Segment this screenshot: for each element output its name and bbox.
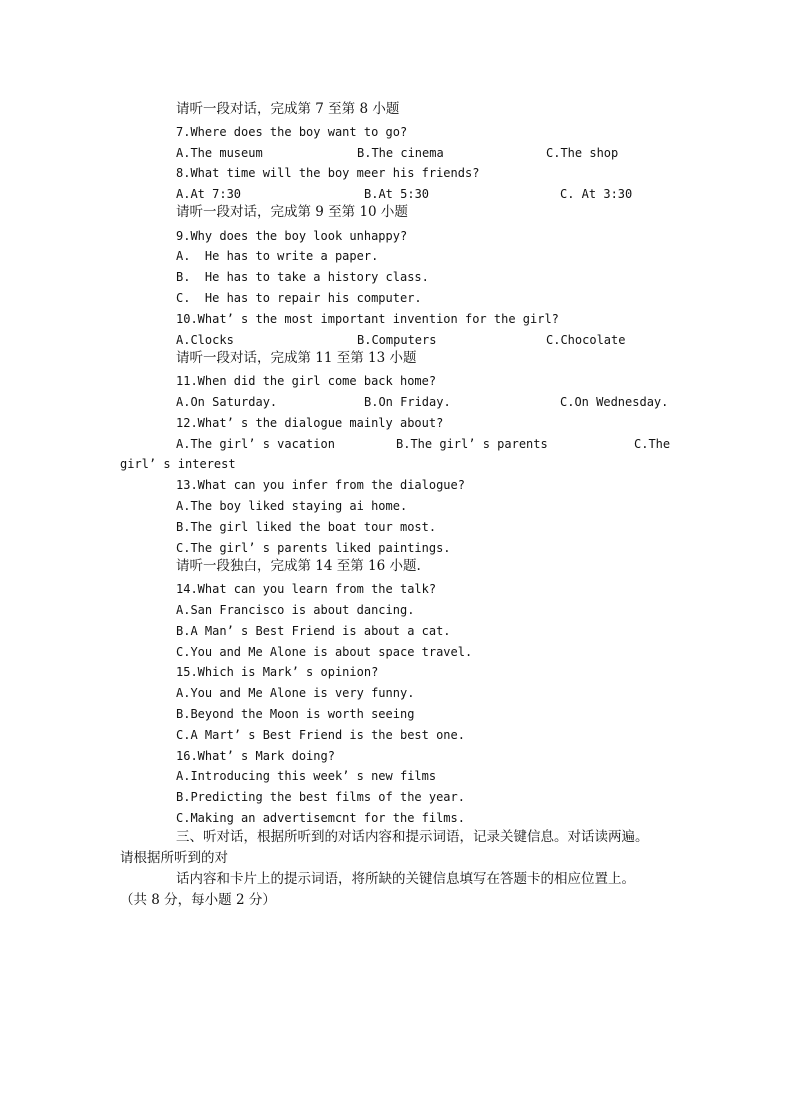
section-heading-14-16: 请听一段独白，完成第 14 至第 16 小题. — [176, 558, 421, 574]
part3-score-note: （共 8 分，每小题 2 分） — [120, 892, 276, 908]
option-15c: C.A Mart’ s Best Friend is the best one. — [176, 728, 465, 742]
option-9a: A. He has to write a paper. — [176, 249, 379, 263]
option-8b: B.At 5:30 — [364, 187, 430, 201]
question-13: 13.What can you infer from the dialogue? — [176, 478, 465, 492]
question-15: 15.Which is Mark’ s opinion? — [176, 665, 379, 679]
section-heading-11-13: 请听一段对话，完成第 11 至第 13 小题 — [176, 350, 417, 366]
option-16a: A.Introducing this week’ s new films — [176, 769, 437, 783]
option-13a: A.The boy liked staying ai home. — [176, 499, 408, 513]
option-8a: A.At 7:30 — [176, 187, 242, 201]
option-7a: A.The museum — [176, 146, 263, 160]
section-heading-9-10: 请听一段对话，完成第 9 至第 10 小题 — [176, 204, 408, 220]
question-12: 12.What’ s the dialogue mainly about? — [176, 416, 444, 430]
option-12c-continued: girl’ s interest — [120, 457, 236, 471]
option-7b: B.The cinema — [357, 146, 444, 160]
option-15a: A.You and Me Alone is very funny. — [176, 686, 415, 700]
option-7c: C.The shop — [546, 146, 619, 160]
option-13b: B.The girl liked the boat tour most. — [176, 520, 437, 534]
option-11c: C.On Wednesday. — [560, 395, 669, 409]
question-7: 7.Where does the boy want to go? — [176, 125, 408, 139]
part3-instruction-line1: 三、听对话，根据所听到的对话内容和提示词语，记录关键信息。对话读两遍。 — [176, 829, 649, 845]
option-16b: B.Predicting the best films of the year. — [176, 790, 465, 804]
option-9b: B. He has to take a history class. — [176, 270, 429, 284]
question-11: 11.When did the girl come back home? — [176, 374, 437, 388]
option-14a: A.San Francisco is about dancing. — [176, 603, 415, 617]
option-8c: C. At 3:30 — [560, 187, 633, 201]
part3-instruction-line2: 请根据所听到的对 — [120, 850, 228, 866]
question-10: 10.What’ s the most important invention for the girl? — [176, 312, 559, 326]
part3-instruction-line3: 话内容和卡片上的提示词语，将所缺的关键信息填写在答题卡的相应位置上。 — [176, 871, 635, 887]
option-12b: B.The girl’ s parents — [396, 437, 548, 451]
option-12c: C.The — [634, 437, 671, 451]
question-14: 14.What can you learn from the talk? — [176, 582, 437, 596]
question-16: 16.What’ s Mark doing? — [176, 749, 335, 763]
option-9c: C. He has to repair his computer. — [176, 291, 422, 305]
option-13c: C.The girl’ s parents liked paintings. — [176, 541, 451, 555]
option-14c: C.You and Me Alone is about space travel. — [176, 645, 473, 659]
option-14b: B.A Man’ s Best Friend is about a cat. — [176, 624, 451, 638]
question-9: 9.Why does the boy look unhappy? — [176, 229, 408, 243]
option-10c: C.Chocolate — [546, 333, 626, 347]
question-8: 8.What time will the boy meer his friends? — [176, 166, 480, 180]
section-heading-7-8: 请听一段对话，完成第 7 至第 8 小题 — [176, 101, 400, 117]
option-10b: B.Computers — [357, 333, 437, 347]
option-11b: B.On Friday. — [364, 395, 451, 409]
option-16c: C.Making an advertisemcnt for the films. — [176, 811, 465, 825]
option-12a: A.The girl’ s vacation — [176, 437, 335, 451]
option-11a: A.On Saturday. — [176, 395, 278, 409]
option-10a: A.Clocks — [176, 333, 234, 347]
option-15b: B.Beyond the Moon is worth seeing — [176, 707, 415, 721]
